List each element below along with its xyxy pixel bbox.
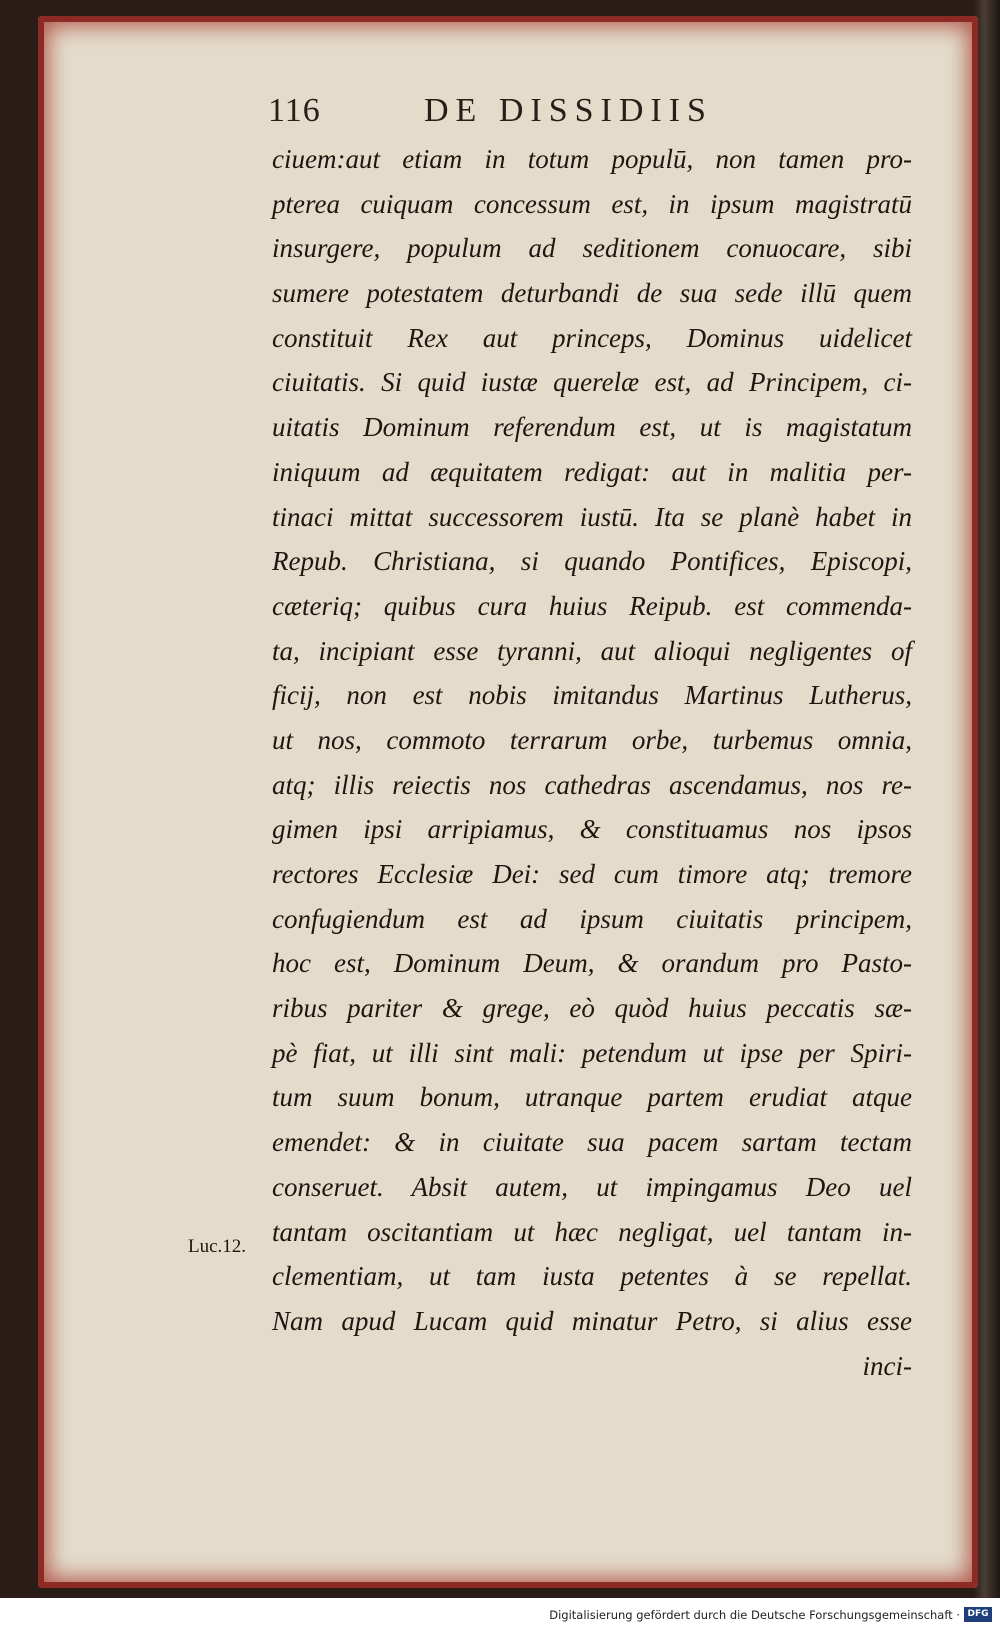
text-line: conseruet. Absit autem, ut impingamus Deo uel bbox=[272, 1171, 912, 1202]
text-line: tinaci mittat successorem iustū. Ita se planè habet in bbox=[272, 501, 912, 532]
text-line: ciuitatis. Si quid iustæ querelæ est, ad Principem, ci- bbox=[272, 367, 912, 398]
text-line: Nam apud Lucam quid minatur Petro, si alius esse bbox=[272, 1305, 912, 1336]
text-line: constituit Rex aut princeps, Dominus uidelicet bbox=[272, 322, 912, 353]
running-head bbox=[268, 92, 738, 136]
text-line: confugiendum est ad ipsum ciuitatis principem, bbox=[272, 903, 912, 934]
catchword: inci- bbox=[862, 1350, 912, 1381]
text-line: gimen ipsi arripiamus, & constituamus nos ipsos bbox=[272, 814, 912, 845]
text-line: rectores Ecclesiæ Dei: sed cum timore atq; tremore bbox=[272, 859, 912, 889]
text-line: ficij, non est nobis imitandus Martinus Lutherus, bbox=[272, 680, 912, 711]
text-line: ta, incipiant esse tyranni, aut alioqui negligentes of bbox=[272, 635, 912, 666]
text-line: sumere potestatem deturbandi de sua sede illū quem bbox=[272, 278, 912, 309]
text-line: hoc est, Dominum Deum, & orandum pro Pasto- bbox=[272, 948, 912, 979]
text-line: emendet: & in ciuitate sua pacem sartam tectam bbox=[272, 1127, 912, 1158]
text-line: cæteriq; quibus cura huius Reipub. est commenda- bbox=[272, 590, 912, 621]
running-title: DE DISSIDIIS bbox=[424, 92, 713, 129]
footer-credit: Digitalisierung gefördert durch die Deutsche Forschungsgemeinschaft · bbox=[549, 1608, 960, 1622]
page-number: 116 bbox=[268, 92, 321, 129]
text-line: ut nos, commoto terrarum orbe, turbemus omnia, bbox=[272, 724, 912, 755]
margin-note: Luc.12. bbox=[188, 1236, 247, 1257]
text-line: pterea cuiquam concessum est, in ipsum magistratū bbox=[272, 188, 912, 219]
body-text bbox=[272, 137, 912, 1388]
text-line: iniquum ad æquitatem redigat: aut in malitia per- bbox=[272, 456, 912, 487]
text-line: pè fiat, ut illi sint mali: petendum ut ipse per Spiri- bbox=[272, 1037, 912, 1068]
text-line: tum suum bonum, utranque partem erudiat atque bbox=[272, 1082, 912, 1113]
text-line: ribus pariter & grege, eò quòd huius peccatis sæ- bbox=[272, 993, 912, 1024]
text-line: tantam oscitantiam ut hæc negligat, uel tantam in- bbox=[272, 1216, 912, 1247]
text-line: clementiam, ut tam iusta petentes à se repellat. bbox=[272, 1261, 912, 1292]
text-line: Repub. Christiana, si quando Pontifices, Episcopi, bbox=[272, 546, 912, 577]
text-line: uitatis Dominum referendum est, ut is magistatum bbox=[272, 412, 912, 443]
text-line: atq; illis reiectis nos cathedras ascendamus, nos re- bbox=[272, 769, 912, 800]
text-line: insurgere, populum ad seditionem conuocare, sibi bbox=[272, 233, 912, 264]
text-line: ciuem:aut etiam in totum populū, non tamen pro- bbox=[272, 144, 912, 174]
dfg-logo: DFG bbox=[964, 1607, 992, 1622]
footer-bar bbox=[0, 1598, 1000, 1632]
